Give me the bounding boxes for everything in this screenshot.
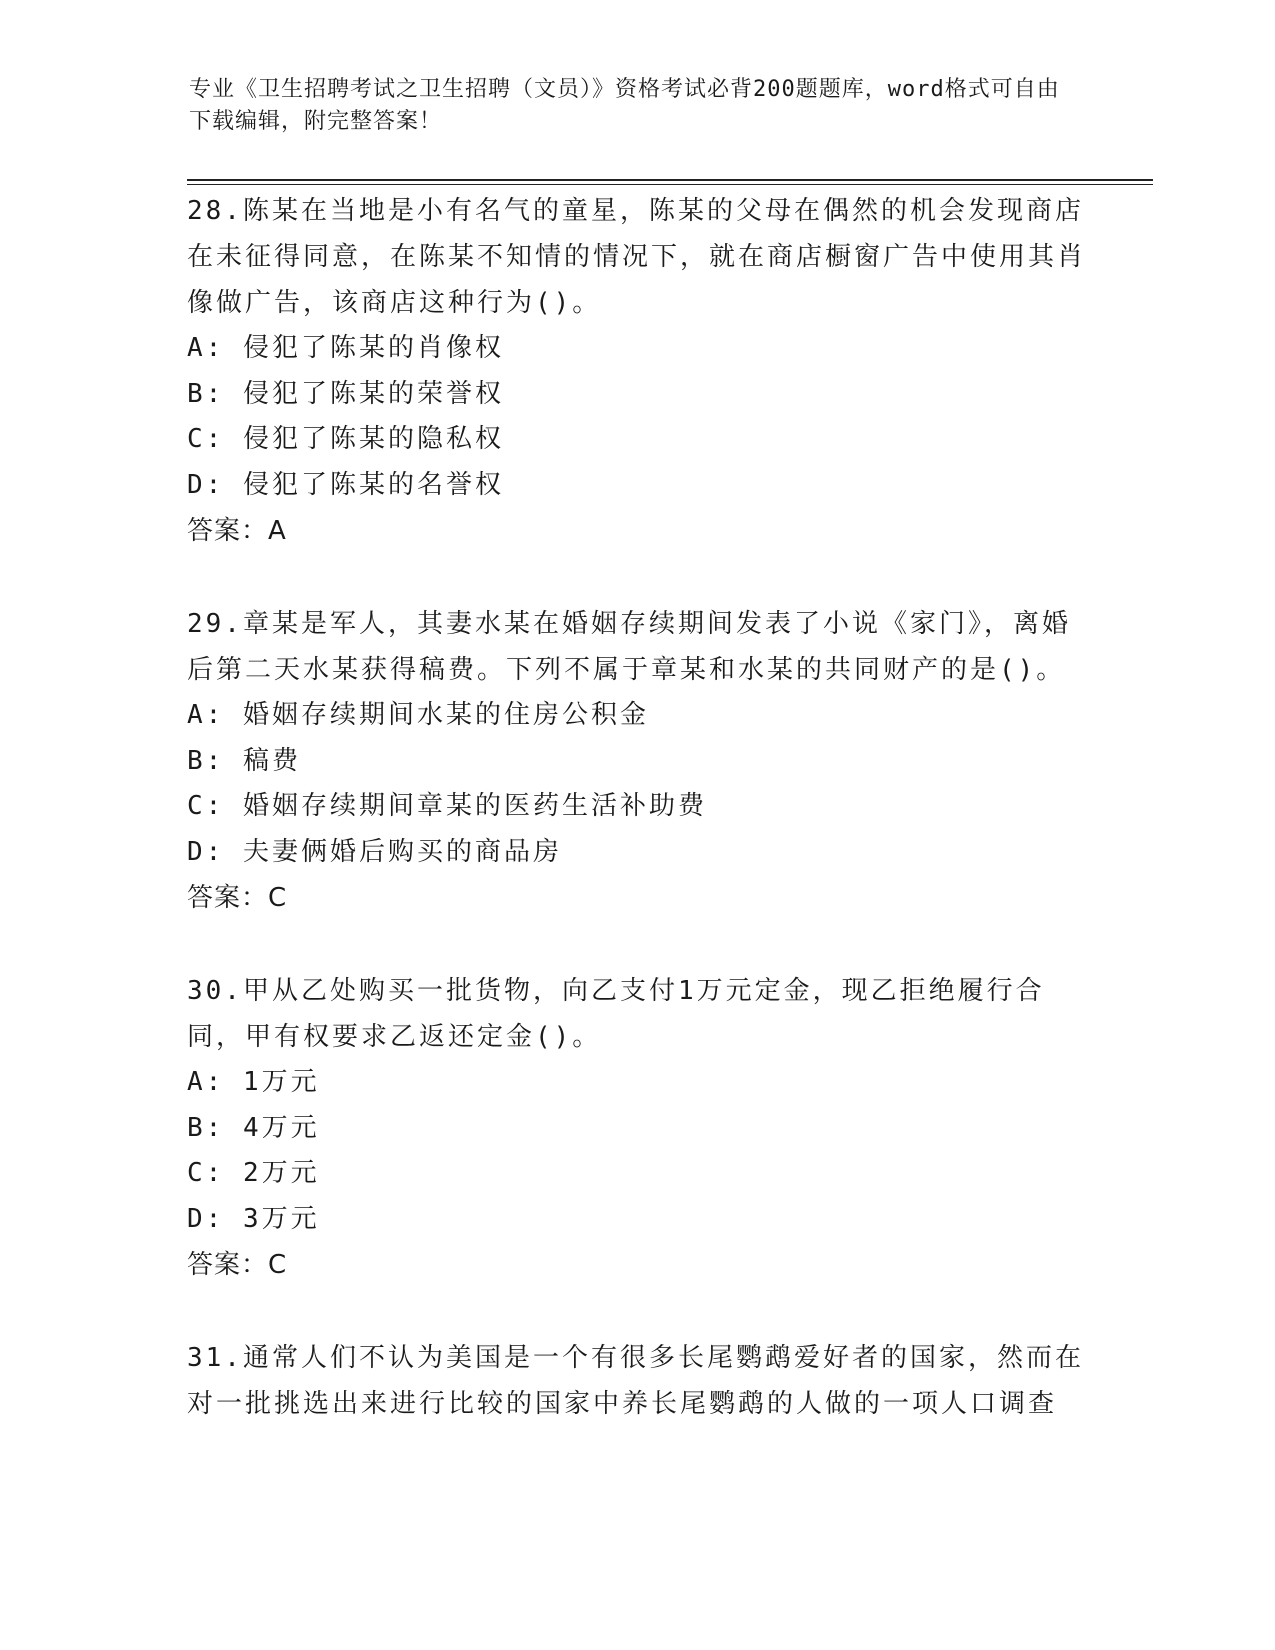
option-a: A: 1万元 [187,1067,320,1097]
question-text: 28.陈某在当地是小有名气的童星，陈某的父母在偶然的机会发现商店在未征得同意，在陈某不知情的情况下，就在商店橱窗广告中使用其肖像做广告，该商店这种行为()。 [187,196,1087,318]
option-b: B: 稿费 [187,745,301,776]
answer-line: 答案：A [187,516,287,546]
option-c: C: 婚姻存续期间章某的医药生活补助费 [187,791,707,821]
option-c: C: 侵犯了陈某的隐私权 [187,424,504,454]
option-b: B: 侵犯了陈某的荣誉权 [187,378,504,409]
option-d: D: 夫妻俩婚后购买的商品房 [187,836,562,867]
option-d: D: 3万元 [187,1203,320,1234]
question-30 [187,968,1087,1288]
question-text: 29.章某是军人，其妻水某在婚姻存续期间发表了小说《家门》，离婚后第二天水某获得稿费。下列不属于章某和水某的共同财产的是()。 [187,609,1071,685]
option-a: A: 婚姻存续期间水某的住房公积金 [187,700,649,730]
question-28 [187,188,1087,554]
question-text: 30.甲从乙处购买一批货物，向乙支付1万元定金，现乙拒绝履行合同，甲有权要求乙返还定金()。 [187,976,1045,1052]
answer-line: 答案：C [187,883,288,913]
option-a: A: 侵犯了陈某的肖像权 [187,333,504,363]
question-list [187,188,1087,1474]
question-text: 31.通常人们不认为美国是一个有很多长尾鹦鹉爱好者的国家，然而在对一批挑选出来进行比较的国家中养长尾鹦鹉的人做的一项人口调查 [187,1343,1084,1419]
answer-line: 答案：C [187,1250,288,1280]
header-rule-thin [187,184,1153,185]
option-c: C: 2万元 [187,1158,320,1188]
question-29 [187,601,1087,921]
option-d: D: 侵犯了陈某的名誉权 [187,469,504,500]
question-31 [187,1335,1087,1427]
document-header: 专业《卫生招聘考试之卫生招聘（文员）》资格考试必背200题题库，word格式可自由下载编辑，附完整答案！ [189,77,1060,134]
header-rule-thick [187,179,1153,181]
option-b: B: 4万元 [187,1112,320,1143]
